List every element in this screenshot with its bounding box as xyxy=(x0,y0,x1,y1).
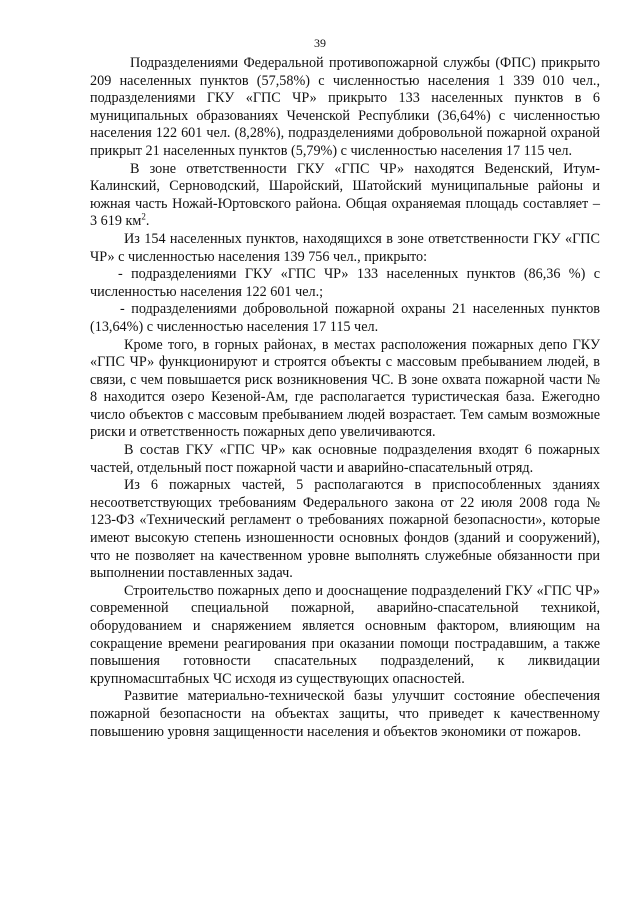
document-body xyxy=(90,55,600,741)
paragraph-mountain-areas: Кроме того, в горных районах, в местах расположения пожарных депо ГКУ «ГПС ЧР» функционируют и строятся объекты с массовым пребыванием людей, в связи, с чем повышается риск возникновения ЧС. В зоне охвата пожарной части № 8 находится озеро Кезеной-Ам, где располагается туристическая база. Ежегодно число объектов с массовым пребыванием людей возрастает. Тем самым возможные риски и ответственность пожарных депо увеличиваются. xyxy=(90,336,600,441)
paragraph-settlements-count: Из 154 населенных пунктов, находящихся в зоне ответственности ГКУ «ГПС ЧР» с численностью населения 139 756 чел., прикрыто: xyxy=(90,230,600,265)
paragraph-development: Развитие материально-технической базы улучшит состояние обеспечения пожарной безопасности на объектах защиты, что приведет к качественному повышению уровня защищенности населения и объектов экономики от пожаров. xyxy=(90,688,600,740)
paragraph-construction: Строительство пожарных депо и дооснащение подразделений ГКУ «ГПС ЧР» современной специальной пожарной, аварийно-спасательной техникой, оборудованием и снаряжением является основным фактором, влияющим на сокращение времени реагирования при оказании помощи пострадавшим, а также повышения готовности спасательных подразделений, к ликвидации крупномасштабных ЧС исходя из существующих опасностей. xyxy=(90,582,600,687)
paragraph-fps-coverage: Подразделениями Федеральной противопожарной службы (ФПС) прикрыто 209 населенных пунктов (57,58%) с численностью населения 1 339 010 чел., подразделениями ГКУ «ГПС ЧР» прикрыто 133 населенных пунктов в 6 муниципальных образованиях Чеченской Республики (36,64%) с численностью населения 122 601 чел. (8,28%), подразделениями добровольной пожарной охраной прикрыт 21 населенных пунктов (5,79%) с численностью населения 17 115 чел. xyxy=(90,55,600,159)
paragraph-buildings: Из 6 пожарных частей, 5 располагаются в приспособленных зданиях несоответствующих требованиям Федерального закона от 22 июля 2008 года № 123-ФЗ «Технический регламент о требованиях пожарной безопасности», которые имеют высокую степень изношенности основных фондов (зданий и сооружений), что не позволяет на качественном уровне выполнять служебные обязанности при выполнении поставленных задач. xyxy=(90,477,600,582)
list-item-gps-units: - подразделениями ГКУ «ГПС ЧР» 133 населенных пунктов (86,36 %) с численностью населения 122 601 чел.; xyxy=(90,266,600,300)
paragraph-responsibility-zone xyxy=(90,161,600,231)
page-number: 39 xyxy=(314,36,326,50)
list-item-volunteer-units: - подразделениями добровольной пожарной охраны 21 населенных пунктов (13,64%) с численностью населения 17 115 чел. xyxy=(90,301,600,335)
responsibility-zone-text: В зоне ответственности ГКУ «ГПС ЧР» находятся Веденский, Итум-Калинский, Серноводский, Шаройский, Шатойский муниципальные районы и южная часть Ножай-Юртовского района. Общая охраняемая площадь составляет – 3 619 км xyxy=(90,160,600,230)
paragraph-structure: В состав ГКУ «ГПС ЧР» как основные подразделения входят 6 пожарных частей, отдельный пост пожарной части и аварийно-спасательный отряд. xyxy=(90,442,600,476)
responsibility-zone-end: . xyxy=(145,213,150,230)
area-unit-superscript: 2 xyxy=(141,211,146,222)
